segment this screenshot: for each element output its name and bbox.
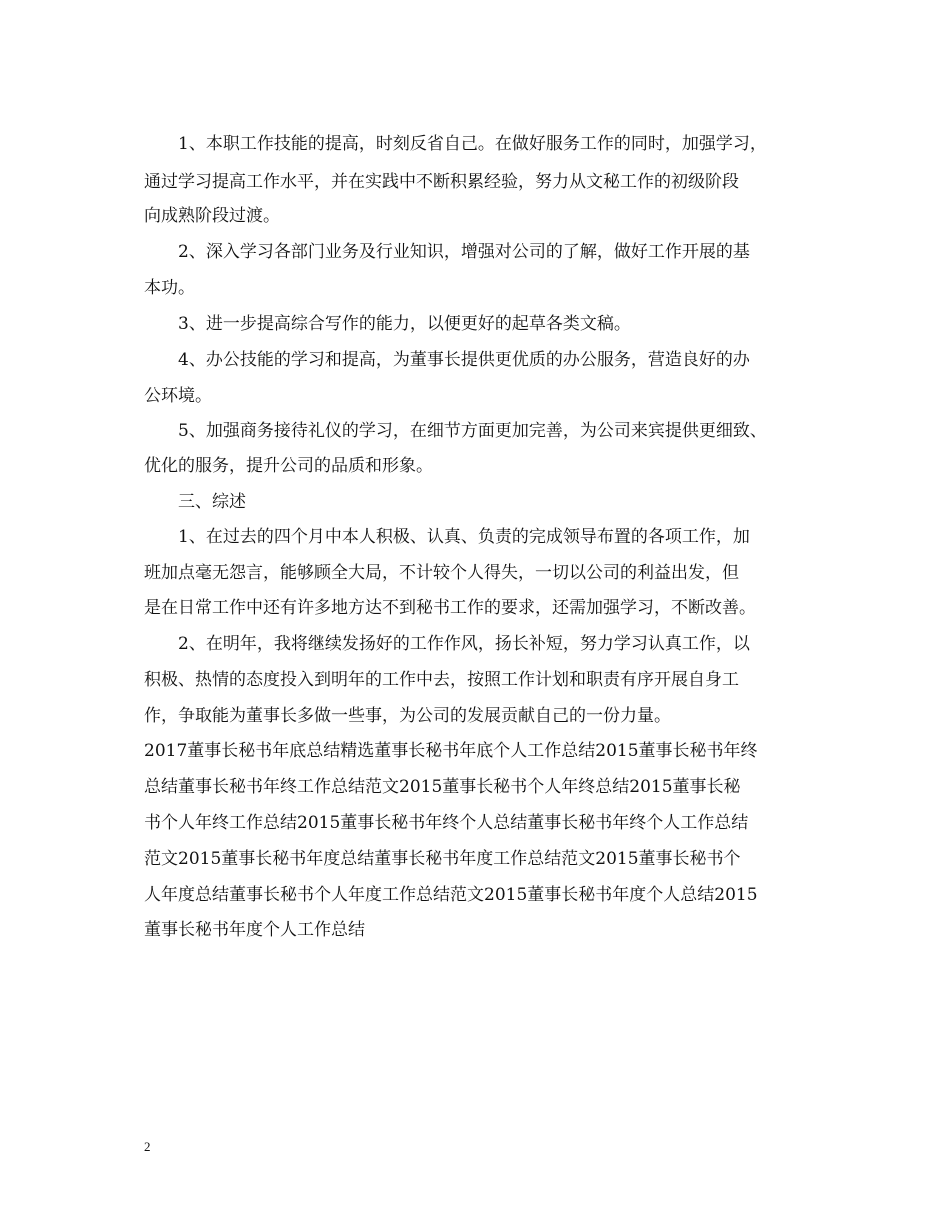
page-number: 2: [144, 1139, 151, 1154]
paragraph-line: 优化的服务，提升公司的品质和形象。: [144, 456, 433, 476]
paragraph-line: 1、本职工作技能的提高，时刻反省自己。在做好服务工作的同时，加强学习，: [178, 134, 767, 154]
keyword-line: 2017董事长秘书年底总结精选董事长秘书年底个人工作总结2015董事长秘书年终: [144, 741, 758, 761]
paragraph-line: 班加点毫无怨言，能够顾全大局，不计较个人得失，一切以公司的利益出发，但: [144, 563, 739, 583]
paragraph-line: 作，争取能为董事长多做一些事，为公司的发展贡献自己的一份力量。: [144, 706, 671, 726]
section-heading: 三、综述: [178, 492, 246, 512]
paragraph-line: 4、办公技能的学习和提高，为董事长提供更优质的办公服务，营造良好的办: [178, 350, 750, 370]
paragraph-line: 5、加强商务接待礼仪的学习，在细节方面更加完善，为公司来宾提供更细致、: [178, 421, 767, 441]
paragraph-line: 本功。: [144, 278, 195, 298]
paragraph-line: 积极、热情的态度投入到明年的工作中去，按照工作计划和职责有序开展自身工: [144, 670, 739, 690]
paragraph-line: 向成熟阶段过渡。: [144, 206, 280, 226]
keyword-line: 书个人年终工作总结2015董事长秘书年终个人总结董事长秘书年终个人工作总结: [144, 813, 749, 833]
keyword-line: 人年度总结董事长秘书个人年度工作总结范文2015董事长秘书年度个人总结2015: [144, 885, 758, 905]
paragraph-line: 1、在过去的四个月中本人积极、认真、负责的完成领导布置的各项工作，加: [178, 527, 750, 547]
paragraph-line: 3、进一步提高综合写作的能力，以便更好的起草各类文稿。: [178, 314, 631, 334]
paragraph-line: 通过学习提高工作水平，并在实践中不断积累经验，努力从文秘工作的初级阶段: [144, 172, 739, 192]
keyword-line: 总结董事长秘书年终工作总结范文2015董事长秘书个人年终总结2015董事长秘: [144, 777, 741, 797]
paragraph-line: 公环境。: [144, 386, 212, 406]
paragraph-line: 2、在明年，我将继续发扬好的工作作风，扬长补短，努力学习认真工作，以: [178, 634, 750, 654]
paragraph-line: 2、深入学习各部门业务及行业知识，增强对公司的了解，做好工作开展的基: [178, 242, 750, 262]
keyword-line: 董事长秘书年度个人工作总结: [144, 920, 365, 940]
keyword-line: 范文2015董事长秘书年度总结董事长秘书年度工作总结范文2015董事长秘书个: [144, 849, 741, 869]
paragraph-line: 是在日常工作中还有许多地方达不到秘书工作的要求，还需加强学习，不断改善。: [144, 598, 756, 618]
